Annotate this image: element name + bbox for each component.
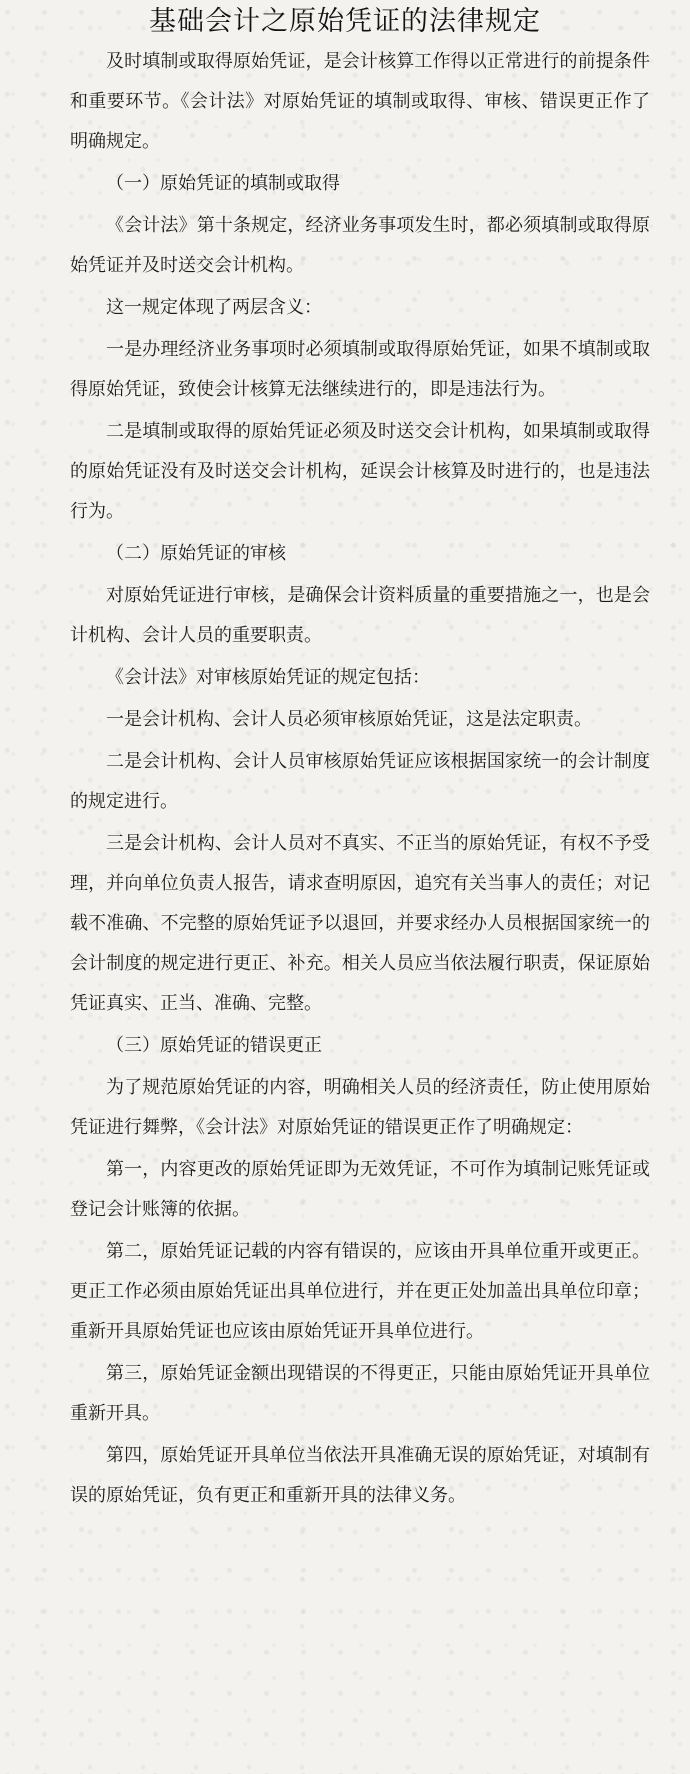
paragraph: 《会计法》第十条规定，经济业务事项发生时，都必须填制或取得原始凭证并及时送交会计机构。 xyxy=(70,215,650,276)
paragraph: 为了规范原始凭证的内容，明确相关人员的经济责任，防止使用原始凭证进行舞弊，《会计法》对原始凭证的错误更正作了明确规定： xyxy=(70,1077,650,1138)
paragraph: 《会计法》对审核原始凭证的规定包括： xyxy=(106,667,430,688)
paragraph: 一是会计机构、会计人员必须审核原始凭证，这是法定职责。 xyxy=(106,709,592,730)
paragraph: 对原始凭证进行审核，是确保会计资料质量的重要措施之一，也是会计机构、会计人员的重要职责。 xyxy=(70,585,650,646)
paragraph: 第二，原始凭证记载的内容有错误的，应该由开具单位重开或更正。更正工作必须由原始凭证出具单位进行，并在更正处加盖出具单位印章；重新开具原始凭证也应该由原始凭证开具单位进行。 xyxy=(70,1241,650,1342)
section-heading-1: （一）原始凭证的填制或取得 xyxy=(106,173,340,194)
article-title: 基础会计之原始凭证的法律规定 xyxy=(149,6,541,37)
paragraph: 第一，内容更改的原始凭证即为无效凭证，不可作为填制记账凭证或登记会计账簿的依据。 xyxy=(70,1159,650,1220)
article-body xyxy=(70,42,650,1516)
paragraph: 第三，原始凭证金额出现错误的不得更正，只能由原始凭证开具单位重新开具。 xyxy=(70,1363,650,1424)
paragraph: 一是办理经济业务事项时必须填制或取得原始凭证，如果不填制或取得原始凭证，致使会计核算无法继续进行的，即是违法行为。 xyxy=(70,339,650,400)
paragraph: 二是填制或取得的原始凭证必须及时送交会计机构，如果填制或取得的原始凭证没有及时送交会计机构，延误会计核算及时进行的，也是违法行为。 xyxy=(70,421,650,522)
paragraph: 第四，原始凭证开具单位当依法开具准确无误的原始凭证，对填制有误的原始凭证，负有更正和重新开具的法律义务。 xyxy=(70,1445,650,1506)
paragraph: 这一规定体现了两层含义： xyxy=(106,297,322,318)
paragraph: 三是会计机构、会计人员对不真实、不正当的原始凭证，有权不予受理，并向单位负责人报告，请求查明原因，追究有关当事人的责任；对记载不准确、不完整的原始凭证予以退回，并要求经办人员根据国家统一的会计制度的规定进行更正、补充。相关人员应当依法履行职责，保证原始凭证真实、正当、准确、完整。 xyxy=(70,833,650,1014)
section-heading-2: （二）原始凭证的审核 xyxy=(106,543,286,564)
section-heading-3: （三）原始凭证的错误更正 xyxy=(106,1035,322,1056)
paragraph: 二是会计机构、会计人员审核原始凭证应该根据国家统一的会计制度的规定进行。 xyxy=(70,751,650,812)
paragraph-intro: 及时填制或取得原始凭证，是会计核算工作得以正常进行的前提条件和重要环节。《会计法》对原始凭证的填制或取得、审核、错误更正作了明确规定。 xyxy=(70,51,650,152)
